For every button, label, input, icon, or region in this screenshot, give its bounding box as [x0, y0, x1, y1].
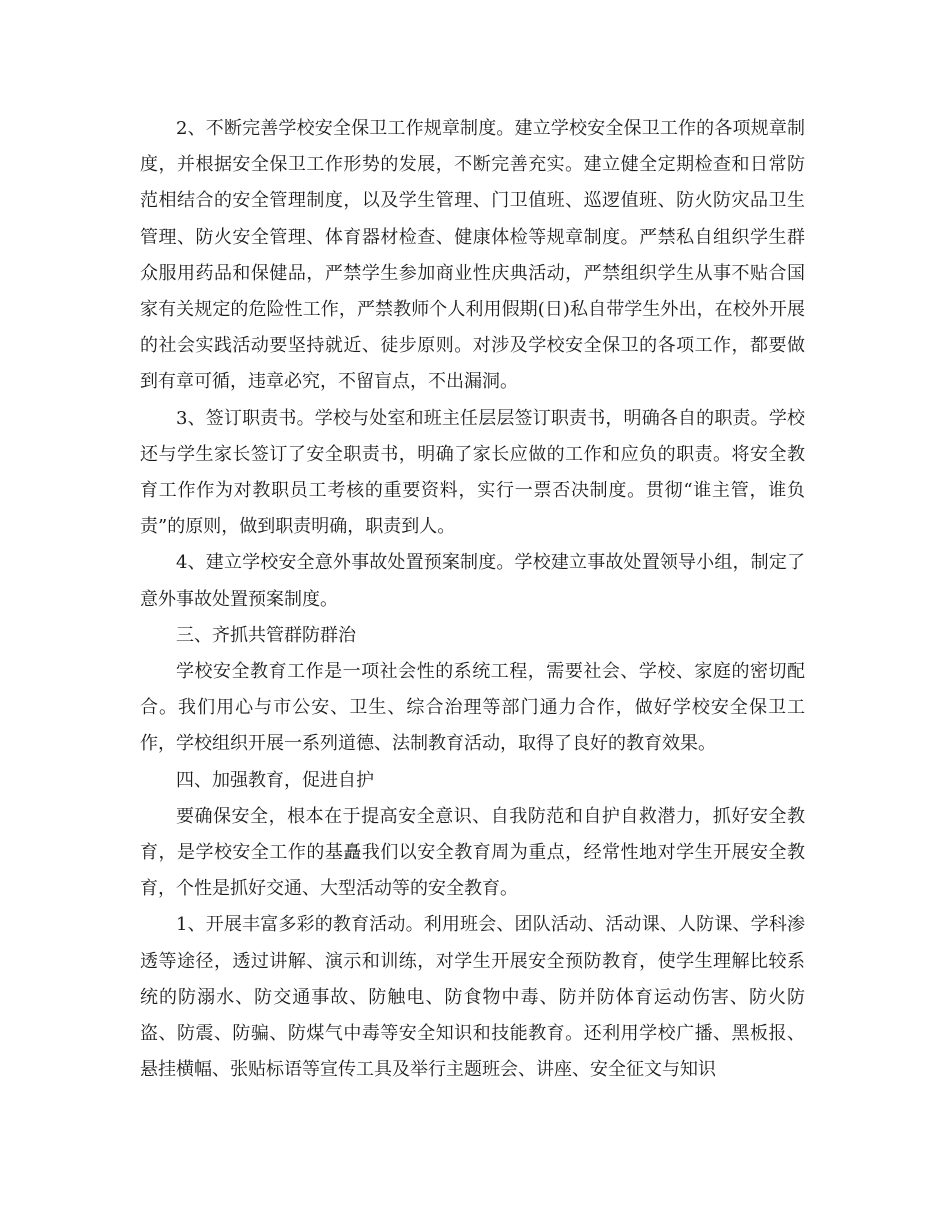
paragraph-emergency-plan: 4、建立学校安全意外事故处置预案制度。学校建立事故处置领导小组，制定了意外事故处置预案制度。	[140, 552, 805, 610]
paragraph-responsibility-letters: 3、签订职责书。学校与处室和班主任层层签订职责书，明确各自的职责。学校还与学生家长签订了安全职责书，明确了家长应做的工作和应负的职责。将安全教育工作作为对教职员工考核的重要资料，实行一票否决制度。贯彻“谁主管，谁负责”的原则，做到职责明确，职责到人。	[140, 407, 805, 538]
document-body	[140, 111, 805, 1088]
section-heading-joint-management: 三、齐抓共管群防群治	[176, 624, 356, 646]
section-heading-strengthen-education: 四、加强教育，促进自护	[176, 769, 374, 791]
paragraph-social-cooperation: 学校安全教育工作是一项社会性的系统工程，需要社会、学校、家庭的密切配合。我们用心与市公安、卫生、综合治理等部门通力合作，做好学校安全保卫工作，学校组织开展一系列道德、法制教育活动，取得了良好的教育效果。	[140, 661, 805, 755]
paragraph-safety-awareness: 要确保安全，根本在于提高安全意识、自我防范和自护自救潜力，抓好安全教育，是学校安全工作的基矗我们以安全教育周为重点，经常性地对学生开展安全教育，个性是抓好交通、大型活动等的安全教育。	[140, 805, 805, 900]
paragraph-rules-regulations: 2、不断完善学校安全保卫工作规章制度。建立学校安全保卫工作的各项规章制度，并根据安全保卫工作形势的发展，不断完善充实。建立健全定期检查和日常防范相结合的安全管理制度，以及学生管理、门卫值班、巡逻值班、防火防灾品卫生管理、防火安全管理、体育器材检查、健康体检等规章制度。严禁私自组织学生群众服用药品和保健品，严禁学生参加商业性庆典活动，严禁组织学生从事不贴合国家有关规定的危险性工作，严禁教师个人利用假期(日)私自带学生外出，在校外开展的社会实践活动要坚持就近、徒步原则。对涉及学校安全保卫的各项工作，都要做到有章可循，违章必究，不留盲点，不出漏洞。	[140, 118, 805, 393]
paragraph-education-activities: 1、开展丰富多彩的教育活动。利用班会、团队活动、活动课、人防课、学科渗透等途径，透过讲解、演示和训练，对学生开展安全预防教育，使学生理解比较系统的防溺水、防交通事故、防触电、防食物中毒、防并防体育运动伤害、防火防盗、防震、防骗、防煤气中毒等安全知识和技能教育。还利用学校广播、黑板报、悬挂横幅、张贴标语等宣传工具及举行主题班会、讲座、安全征文与知识	[140, 914, 805, 1081]
